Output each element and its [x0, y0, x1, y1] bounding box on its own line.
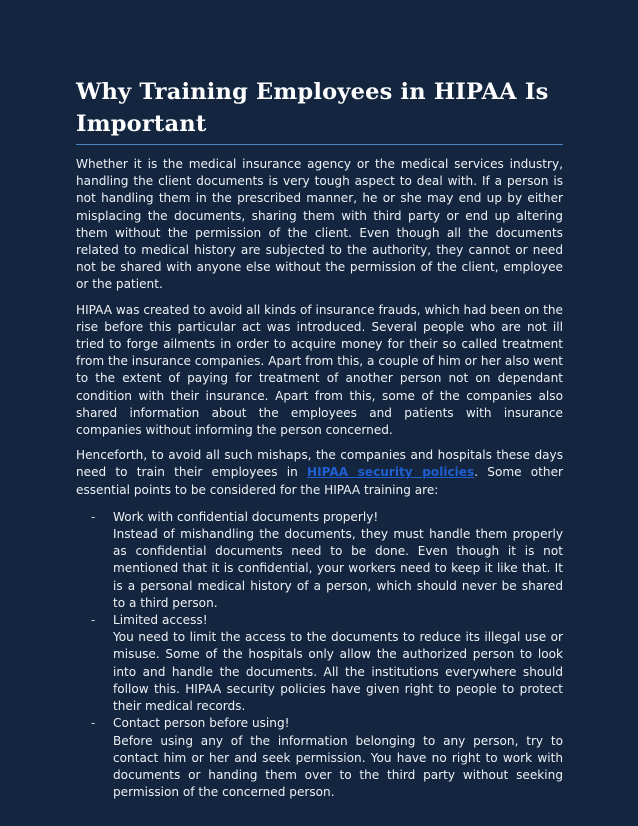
point-title: Contact person before using!: [113, 716, 290, 731]
bullet-dash: -: [91, 509, 96, 524]
document-page: [76, 76, 563, 801]
training-points-list: [76, 509, 563, 801]
hipaa-security-policies-link[interactable]: HIPAA security policies: [307, 465, 475, 480]
page-title: Why Training Employees in HIPAA Is Important: [76, 76, 563, 145]
list-item: [76, 715, 563, 801]
point-title: Work with confidential documents properly!: [113, 509, 379, 524]
list-item: [76, 509, 563, 612]
point-body: You need to limit the access to the documents to reduce its illegal use or misuse. Some of the hospitals only allow the authorized person to look into and handle the documents. All the institutions everywhere should follow this. HIPAA security policies have given right to people to protect their medical records.: [113, 630, 563, 714]
paragraph-training-text-start: Henceforth, to avoid all such mishaps, the companies and hospitals these days need to train their employees in: [76, 448, 563, 480]
document-body: [76, 156, 563, 801]
paragraph-history: HIPAA was created to avoid all kinds of insurance frauds, which had been on the rise before this particular act was introduced. Several people who are not ill tried to forge ailments in order to acquire money for their so called treatment from the insurance companies. Apart from this, a couple of him or her also went to the extent of paying for treatment of another person not on dependant condition with their insurance. Apart from this, some of the companies also shared information about the employees and patients with insurance companies without informing the person concerned.: [76, 302, 563, 438]
point-body: Instead of mishandling the documents, they must handle them properly as confidential documents need to be done. Even though it is not mentioned that it is confidential, your workers need to keep it like that. It is a personal medical history of a person, which should never be shared to a third person.: [113, 527, 563, 610]
paragraph-training: [76, 447, 563, 499]
point-title: Limited access!: [113, 613, 208, 628]
paragraph-training-text-end: . Some other essential points to be considered for the HIPAA training are:: [76, 465, 563, 497]
list-item: [76, 612, 563, 715]
bullet-dash: -: [91, 613, 96, 628]
paragraph-intro: Whether it is the medical insurance agency or the medical services industry, handling the client documents is very tough aspect to deal with. If a person is not handling them in the prescribed manner, he or she may end up by either misplacing the documents, sharing them with third party or end up altering them without the permission of the client. Even though all the documents related to medical history are subjected to the authority, they cannot or need not be shared with anyone else without the permission of the client, employee or the patient.: [76, 157, 563, 292]
point-body: Before using any of the information belonging to any person, try to contact him or her and seek permission. You have no right to work with documents or handing them over to the third party without seeking permission of the concerned person.: [113, 733, 563, 800]
bullet-dash: -: [91, 716, 96, 731]
